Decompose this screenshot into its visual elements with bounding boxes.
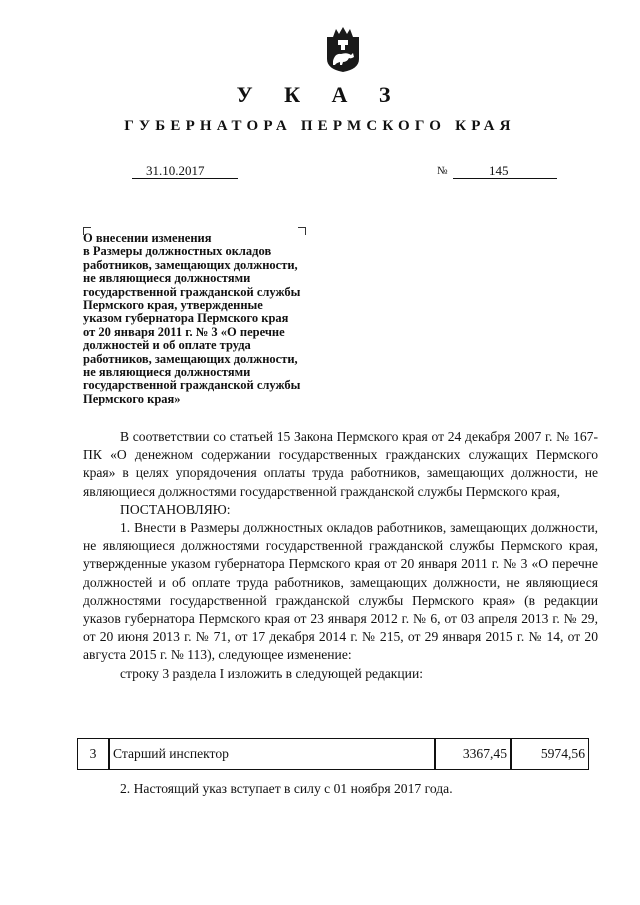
date-underline — [132, 178, 238, 179]
heading-line: Пермского края» — [83, 391, 181, 406]
heading-line: в Размеры должностных окладов — [83, 244, 272, 259]
clause-1-instruction: строку 3 раздела I изложить в следующей редакции: — [120, 665, 424, 681]
heading-line: Пермского края, утвержденные — [83, 298, 263, 313]
value-1-cell: 3367,45 — [435, 739, 511, 770]
heading-line: должностей и об оплате труда — [83, 338, 251, 353]
value-2-cell: 5974,56 — [511, 739, 589, 770]
clause-1-paragraph: 1. Внести в Размеры должностных окладов работников, замещающих должности, не являющиеся должностями государственной гражданской службы Пермского края, утвержденные указом губернатора Пермского края от 20 января 2011 г. № 3 «О перечне должностей и об оплате труда работников, замещающих должности, не являющиеся должностями государственной гражданской службы Пермского края» (в редакции указов губернатора Пермского края от 23 января 2012 г. № 6, от 03 апреля 2013 г. № 29, от 20 июня 2013 г. № 71, от 17 декабря 2014 г. № 215, от 29 января 2015 г. № 14, от 20 августа 2015 г. № 113), следующее изменение: — [83, 520, 598, 663]
final-clause — [83, 780, 598, 798]
heading-line: работников, замещающих должности, — [83, 351, 298, 366]
decree-body — [83, 428, 598, 683]
heading-line: О внесении изменения — [83, 231, 212, 245]
heading-line: работников, замещающих должности, — [83, 257, 298, 272]
perm-krai-coat-of-arms-icon — [325, 25, 361, 73]
heading-line: не являющиеся должностями — [83, 271, 251, 286]
row-number-cell: 3 — [78, 739, 110, 770]
preamble-paragraph: В соответствии со статьей 15 Закона Пермского края от 24 декабря 2007 г. № 167-ПК «О денежном содержании государственных гражданских служащих Пермского края» в целях упорядочения оплаты труда работников, замещающих должности, не являющиеся должностями государственной гражданской службы Пермского края, — [83, 429, 598, 499]
document-subtitle: ГУБЕРНАТОРА ПЕРМСКОГО КРАЯ — [124, 118, 516, 134]
salary-table — [77, 738, 589, 770]
heading-line: от 20 января 2011 г. № 3 «О перечне — [83, 324, 285, 339]
table-row — [78, 739, 589, 770]
document-title: У К А З — [236, 82, 404, 107]
decree-number: 145 — [489, 163, 509, 178]
number-underline — [453, 178, 557, 179]
resolution-word: ПОСТАНОВЛЯЮ: — [120, 501, 231, 517]
heading-line: государственной гражданской службы — [83, 284, 301, 299]
decree-heading — [83, 232, 300, 406]
heading-line: не являющиеся должностями — [83, 365, 251, 380]
heading-line: государственной гражданской службы — [83, 378, 301, 393]
heading-line: указом губернатора Пермского края — [83, 311, 289, 326]
position-cell: Старший инспектор — [109, 739, 435, 770]
number-sign: № — [437, 165, 448, 177]
decree-date: 31.10.2017 — [146, 163, 205, 178]
clause-2-paragraph: 2. Настоящий указ вступает в силу с 01 ноября 2017 года. — [120, 781, 453, 796]
